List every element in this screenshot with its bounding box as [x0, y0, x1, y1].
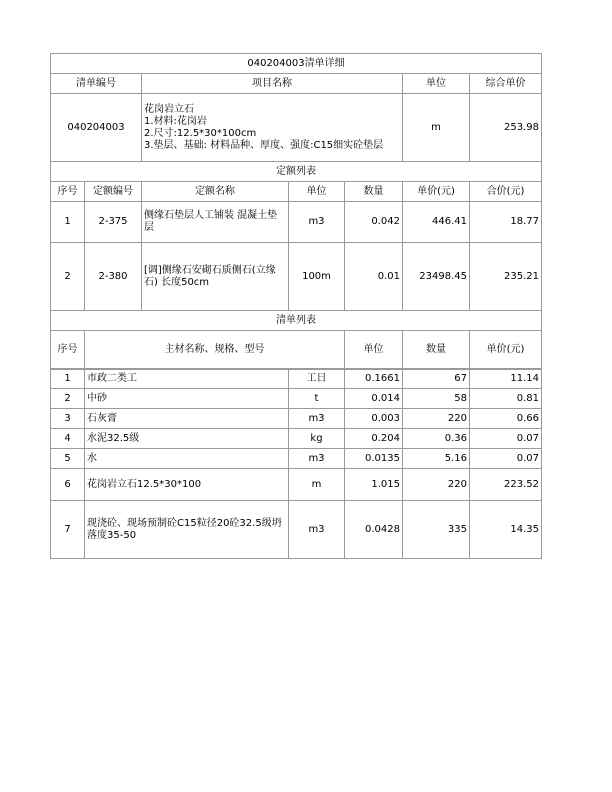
bill-name-line: 3.垫层、基础: 材料品种、厚度、强度:C15细实砼垫层 — [144, 139, 384, 151]
table-row — [51, 429, 542, 449]
bill-description — [142, 94, 403, 162]
quota-total: 18.77 — [470, 202, 542, 243]
material-name: 中砂 — [85, 389, 289, 409]
table-row — [51, 243, 542, 311]
material-total: 223.52 — [470, 469, 542, 501]
table-row — [51, 469, 542, 501]
bill-header-row — [51, 74, 542, 94]
quota-section-title: 定额列表 — [51, 162, 542, 182]
bill-code: 040204003 — [51, 94, 142, 162]
quota-total: 235.21 — [470, 243, 542, 311]
quota-price: 446.41 — [403, 202, 470, 243]
material-price-header: 单价(元) — [470, 331, 542, 370]
quota-unit: 100m — [289, 243, 345, 311]
bill-name-line: 2.尺寸:12.5*30*100cm — [144, 127, 257, 139]
table-row — [51, 409, 542, 429]
quota-code: 2-380 — [85, 243, 142, 311]
material-table — [50, 368, 542, 559]
bill-detail-table — [50, 53, 542, 370]
material-price: 0.36 — [403, 429, 470, 449]
material-total: 11.14 — [470, 369, 542, 389]
material-price: 220 — [403, 409, 470, 429]
material-unit: m — [289, 469, 345, 501]
material-name: 现浇砼、现场预制砼C15粒径20砼32.5级坍落度35-50 — [85, 501, 289, 559]
material-unit: t — [289, 389, 345, 409]
material-qty: 0.003 — [345, 409, 403, 429]
material-unit-header: 单位 — [345, 331, 403, 370]
quota-header-row — [51, 182, 542, 202]
material-section-title: 清单列表 — [51, 311, 542, 331]
material-header-row — [51, 331, 542, 370]
quota-seq: 2 — [51, 243, 85, 311]
quota-price-header: 单价(元) — [403, 182, 470, 202]
material-price: 58 — [403, 389, 470, 409]
material-price: 5.16 — [403, 449, 470, 469]
bill-name-line: 花岗岩立石 — [144, 103, 194, 115]
material-qty: 1.015 — [345, 469, 403, 501]
material-qty: 0.0135 — [345, 449, 403, 469]
material-qty: 0.204 — [345, 429, 403, 449]
material-name: 水泥32.5级 — [85, 429, 289, 449]
material-name: 石灰膏 — [85, 409, 289, 429]
material-seq: 3 — [51, 409, 85, 429]
sheet-title: 040204003清单详细 — [51, 54, 542, 74]
material-seq: 2 — [51, 389, 85, 409]
material-total: 0.66 — [470, 409, 542, 429]
quota-qty: 0.042 — [345, 202, 403, 243]
bill-unit: m — [403, 94, 470, 162]
material-unit: kg — [289, 429, 345, 449]
material-price: 335 — [403, 501, 470, 559]
bill-name-line: 1.材料:花岗岩 — [144, 115, 207, 127]
quota-price: 23498.45 — [403, 243, 470, 311]
bill-code-header: 清单编号 — [51, 74, 142, 94]
material-price: 67 — [403, 369, 470, 389]
material-price: 220 — [403, 469, 470, 501]
material-qty: 0.1661 — [345, 369, 403, 389]
material-name-header: 主材名称、规格、型号 — [85, 331, 345, 370]
bill-name-header: 项目名称 — [142, 74, 403, 94]
quota-unit: m3 — [289, 202, 345, 243]
quota-code: 2-375 — [85, 202, 142, 243]
table-row — [51, 389, 542, 409]
material-unit: m3 — [289, 501, 345, 559]
material-name: 水 — [85, 449, 289, 469]
material-total: 0.81 — [470, 389, 542, 409]
material-qty: 0.0428 — [345, 501, 403, 559]
material-seq-header: 序号 — [51, 331, 85, 370]
quota-unit-header: 单位 — [289, 182, 345, 202]
material-qty: 0.014 — [345, 389, 403, 409]
quota-qty-header: 数量 — [345, 182, 403, 202]
quota-name: [调]侧缘石安砌石质侧石(立缘石) 长度50cm — [142, 243, 289, 311]
table-row — [51, 202, 542, 243]
material-total: 14.35 — [470, 501, 542, 559]
material-seq: 1 — [51, 369, 85, 389]
quota-total-header: 合价(元) — [470, 182, 542, 202]
quota-name: 侧缘石垫层人工铺装 混凝土垫层 — [142, 202, 289, 243]
bill-unit-header: 单位 — [403, 74, 470, 94]
material-name: 花岗岩立石12.5*30*100 — [85, 469, 289, 501]
quota-seq-header: 序号 — [51, 182, 85, 202]
table-row — [51, 501, 542, 559]
bill-row — [51, 94, 542, 162]
material-unit: m3 — [289, 409, 345, 429]
quota-name-header: 定额名称 — [142, 182, 289, 202]
quota-seq: 1 — [51, 202, 85, 243]
quota-qty: 0.01 — [345, 243, 403, 311]
bill-price: 253.98 — [470, 94, 542, 162]
material-seq: 4 — [51, 429, 85, 449]
material-total: 0.07 — [470, 429, 542, 449]
table-row — [51, 449, 542, 469]
quota-code-header: 定额编号 — [85, 182, 142, 202]
material-seq: 5 — [51, 449, 85, 469]
material-qty-header: 数量 — [403, 331, 470, 370]
material-seq: 6 — [51, 469, 85, 501]
table-row — [51, 369, 542, 389]
bill-price-header: 综合单价 — [470, 74, 542, 94]
material-total: 0.07 — [470, 449, 542, 469]
material-name: 市政二类工 — [85, 369, 289, 389]
material-unit: 工日 — [289, 369, 345, 389]
material-unit: m3 — [289, 449, 345, 469]
material-seq: 7 — [51, 501, 85, 559]
